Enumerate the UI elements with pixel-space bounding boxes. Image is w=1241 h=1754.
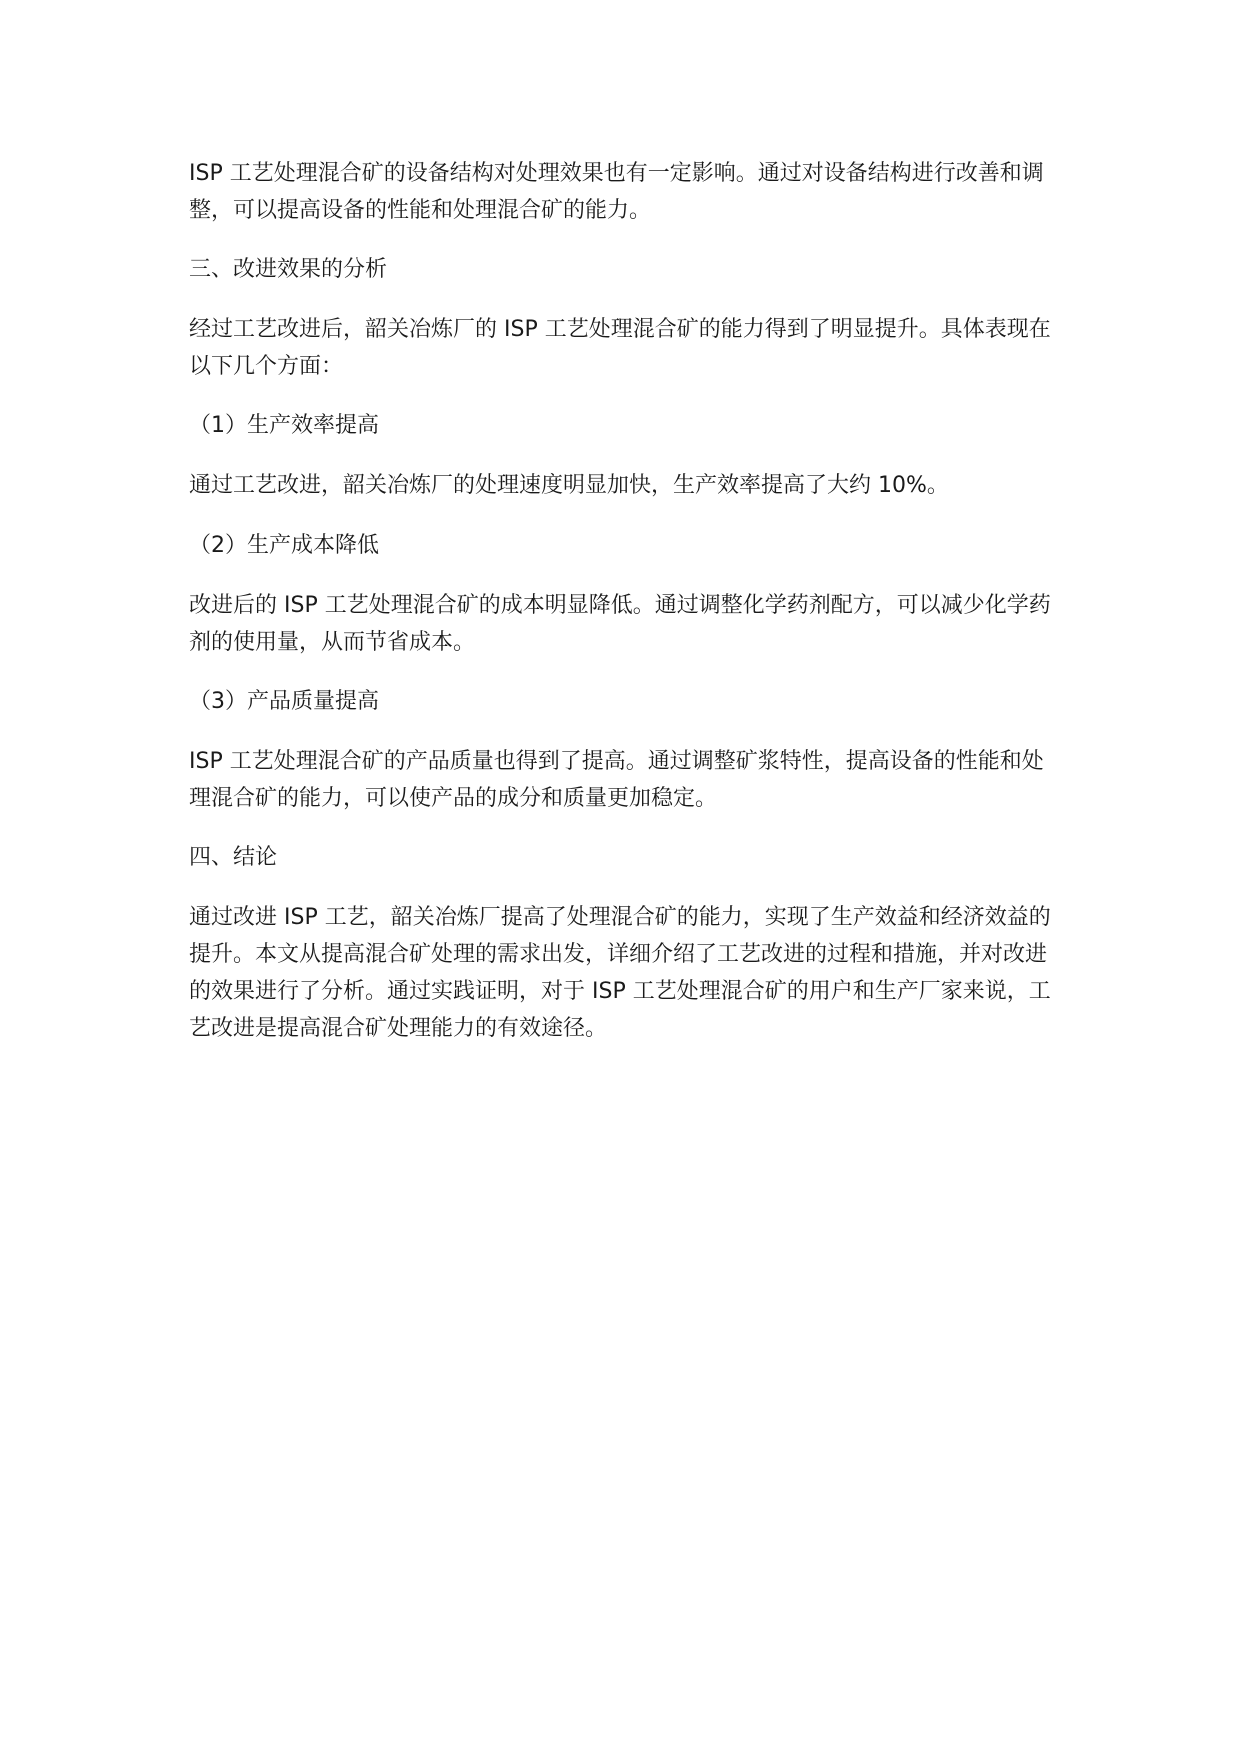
subheading-quality: （3）产品质量提高: [189, 689, 379, 714]
body-paragraph-conclusion: 通过改进 ISP 工艺，韶关冶炼厂提高了处理混合矿的能力，实现了生产效益和经济效益的提升。本文从提高混合矿处理的需求出发，详细介绍了工艺改进的过程和措施，并对改进的效果进行了分析。通过实践证明，对于 ISP 工艺处理混合矿的用户和生产厂家来说，工艺改进是提高混合矿处理能力的有效途径。: [189, 905, 1051, 1041]
body-paragraph-results-intro: 经过工艺改进后，韶关冶炼厂的 ISP 工艺处理混合矿的能力得到了明显提升。具体表现在以下几个方面：: [189, 317, 1051, 379]
body-paragraph-quality: ISP 工艺处理混合矿的产品质量也得到了提高。通过调整矿浆特性，提高设备的性能和处理混合矿的能力，可以使产品的成分和质量更加稳定。: [189, 749, 1044, 811]
body-paragraph-equipment: ISP 工艺处理混合矿的设备结构对处理效果也有一定影响。通过对设备结构进行改善和调整，可以提高设备的性能和处理混合矿的能力。: [189, 161, 1044, 223]
document-body: [189, 155, 1059, 1069]
body-paragraph-efficiency: 通过工艺改进，韶关冶炼厂的处理速度明显加快，生产效率提高了大约 10%。: [189, 473, 949, 498]
subheading-efficiency: （1）生产效率提高: [189, 413, 379, 438]
body-paragraph-cost: 改进后的 ISP 工艺处理混合矿的成本明显降低。通过调整化学药剂配方，可以减少化学药剂的使用量，从而节省成本。: [189, 593, 1051, 655]
subheading-cost: （2）生产成本降低: [189, 533, 379, 558]
section-heading-results: 三、改进效果的分析: [189, 257, 388, 282]
section-heading-conclusion: 四、结论: [189, 845, 278, 870]
